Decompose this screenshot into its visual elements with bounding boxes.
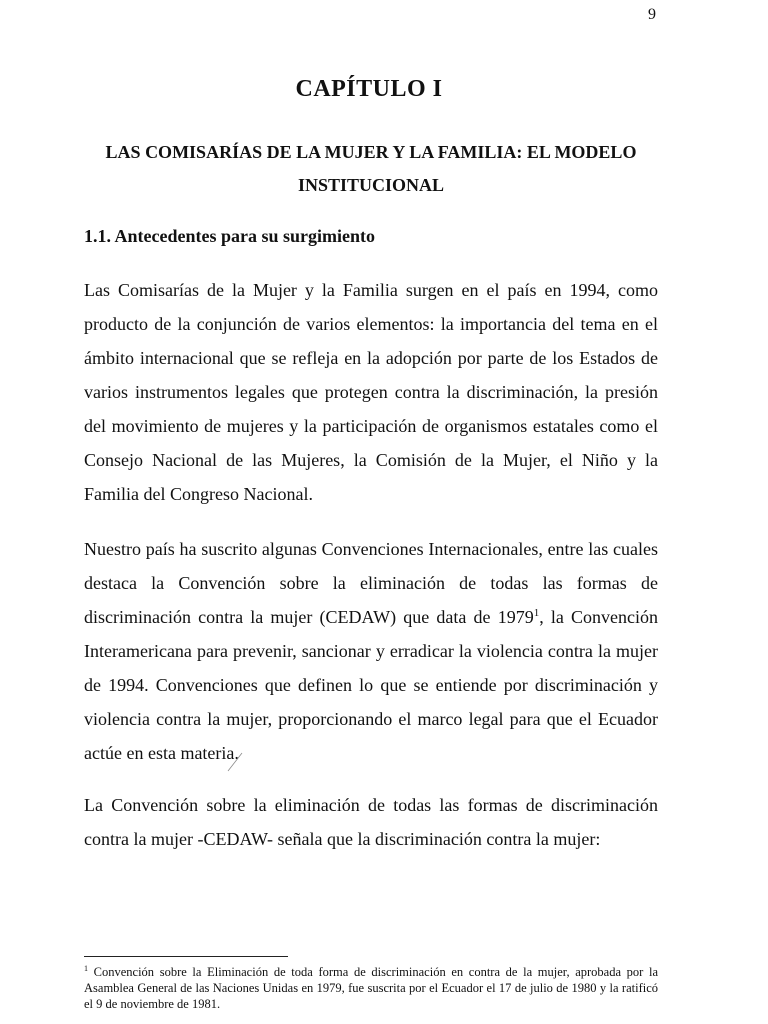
footnote-text: Convención sobre la Eliminación de toda forma de discriminación en contra de la mujer, aprobada por la Asamblea General de las Naciones Unidas en 1979, fue suscrita por el Ecuador el 17 de julio de 1980 y la ratificó el 9 de noviembre de 1981. xyxy=(84,965,658,1011)
paragraph-3: La Convención sobre la eliminación de todas las formas de discriminación contra la mujer -CEDAW- señala que la discriminación contra la mujer: xyxy=(84,795,658,849)
chapter-subtitle: LAS COMISARÍAS DE LA MUJER Y LA FAMILIA: EL MODELO INSTITUCIONAL xyxy=(105,142,637,195)
paragraph-2 xyxy=(84,532,658,770)
page-number: 9 xyxy=(648,6,656,23)
chapter-title: CAPÍTULO I xyxy=(295,76,443,102)
footnote-divider xyxy=(84,956,288,957)
paragraph-1: Las Comisarías de la Mujer y la Familia surgen en el país en 1994, como producto de la conjunción de varios elementos: la importancia del tema en el ámbito internacional que se refleja en la adopción por parte de los Estados de varios instrumentos legales que protegen contra la discriminación, la presión del movimiento de mujeres y la participación de organismos estatales como el Consejo Nacional de las Mujeres, la Comisión de la Mujer, el Niño y la Familia del Congreso Nacional. xyxy=(84,280,658,504)
footnote-marker: 1 xyxy=(84,963,88,973)
section-heading: 1.1. Antecedentes para su surgimiento xyxy=(84,226,375,246)
paragraph-2-text-a: Nuestro país ha suscrito algunas Convenciones Internacionales, entre las cuales destaca la Convención sobre la eliminación de todas las formas de discriminación contra la mujer (CEDAW) que data de 1979 xyxy=(84,539,658,627)
pen-stroke-mark xyxy=(226,752,244,772)
footnote-reference[interactable]: 1 xyxy=(533,607,540,619)
footnote xyxy=(84,964,658,1012)
paragraph-2-text-b: , la Convención Interamericana para prevenir, sancionar y erradicar la violencia contra la mujer de 1994. Convenciones que definen lo que se entiende por discriminación y violencia contra la mujer, proporcionando el marco legal para que el Ecuador actúe en esta materia. xyxy=(84,607,658,763)
